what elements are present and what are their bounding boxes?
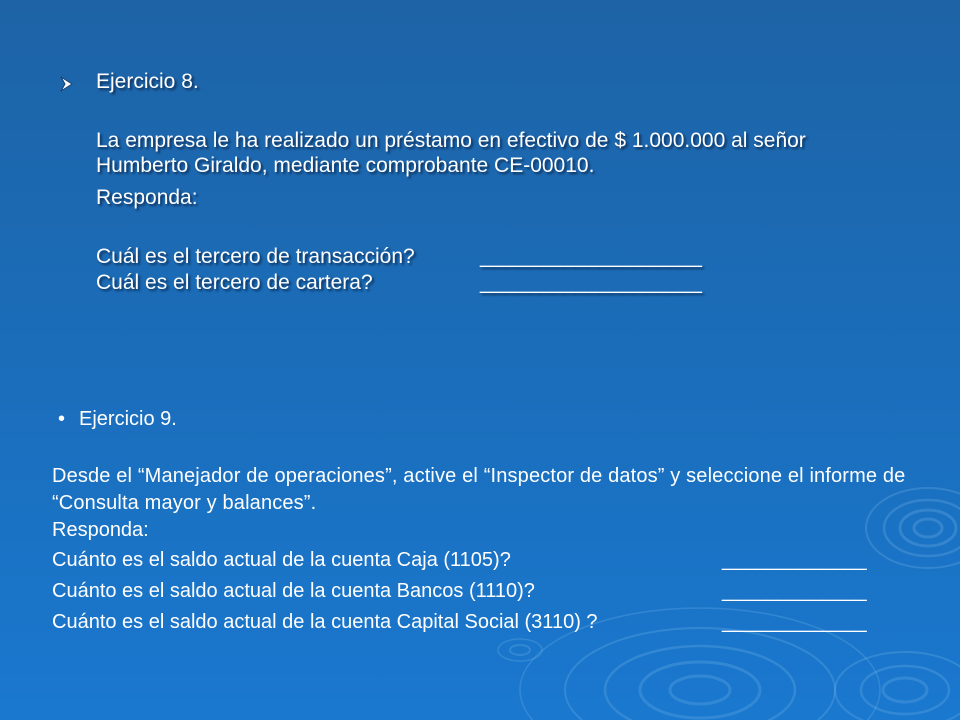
answer-blank: ___________________: [480, 271, 702, 294]
question-text: Cuál es el tercero de transacción?: [96, 245, 415, 268]
answer-blank: _____________: [722, 549, 867, 571]
exercise-9-question-3: [52, 609, 867, 635]
question-text: Cuánto es el saldo actual de la cuenta Bancos (1110)?: [52, 580, 535, 602]
question-text: Cuánto es el saldo actual de la cuenta Capital Social (3110) ?: [52, 611, 598, 633]
exercise-9-heading: Ejercicio 9.: [79, 408, 177, 430]
answer-blank: _____________: [722, 611, 867, 633]
exercise-8-description: La empresa le ha realizado un préstamo en efectivo de $ 1.000.000 al señor Humberto Giraldo, mediante comprobante CE-00010.: [96, 129, 806, 177]
exercise-9-question-2: [52, 578, 867, 604]
exercise-8-respond-label: Responda:: [96, 186, 198, 209]
answer-blank: _____________: [722, 580, 867, 602]
answer-blank: ___________________: [480, 245, 702, 268]
question-text: Cuál es el tercero de cartera?: [96, 271, 373, 294]
exercise-9-respond-label: Responda:: [52, 519, 149, 541]
exercise-8-heading: Ejercicio 8.: [96, 70, 199, 93]
exercise-9-question-1: [52, 547, 867, 573]
bullet-icon: •: [58, 408, 66, 430]
question-text: Cuánto es el saldo actual de la cuenta Caja (1105)?: [52, 549, 511, 571]
exercise-9-description: Desde el “Manejador de operaciones”, active el “Inspector de datos” y seleccione el informe de “Consulta mayor y balances”.: [52, 465, 906, 514]
